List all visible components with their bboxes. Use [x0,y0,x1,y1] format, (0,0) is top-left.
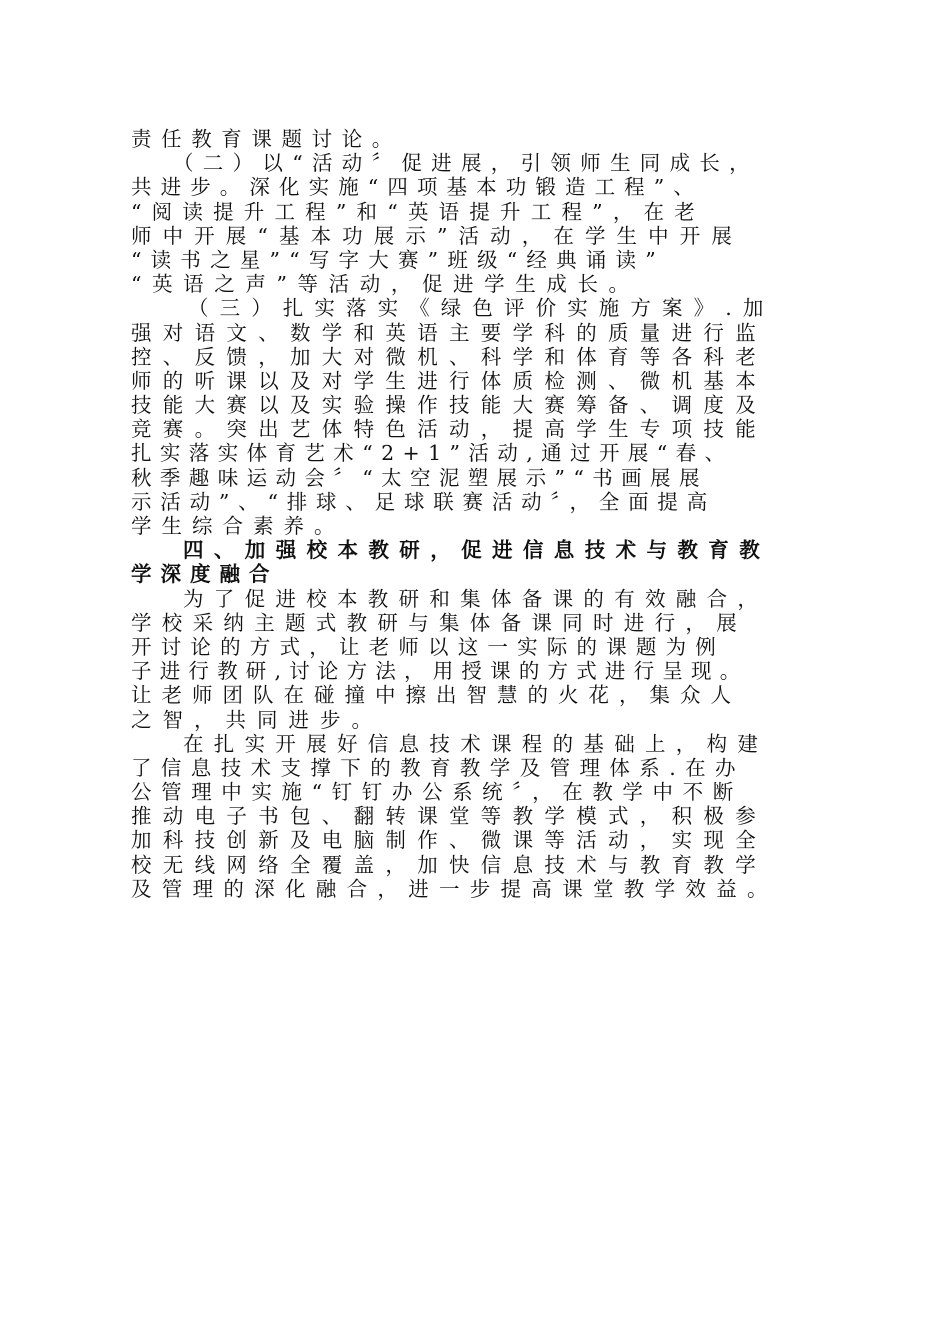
text-line: 秋季趣味运动会〞“太空泥塑展示”“书画展展 [131,465,708,490]
paragraph-heading-3: （三）扎实落实《绿色评价实施方案》.加 [188,296,775,321]
text-line: 之智，共同进步。 [131,707,383,732]
text-line: 公管理中实施“钉钉办公系统〞，在教学中不断 [131,780,743,805]
text-line: 校无线网络全覆盖，加快信息技术与教育教学 [131,852,767,877]
text-line: 及管理的深化融合，进一步提高课堂教学效益。 [131,876,778,901]
text-line: 强对语文、数学和英语主要学科的质量进行监 [131,320,767,345]
text-line: 加科技创新及电脑制作、微课等活动，实现全 [131,828,767,853]
text-line: 技能大赛以及实验操作技能大赛筹备、调度及 [131,393,767,418]
text-line: “读书之星”“写字大赛”班级“经典诵读” [131,247,665,272]
text-line: 竞赛。突出艺体特色活动，提高学生专项技能 [131,417,767,442]
section-heading-continued: 学深度融合 [131,562,279,587]
text-line: 扎实落实体育艺术“2+1”活动,通过开展“春、 [131,441,734,466]
paragraph-heading-2: （二）以“活动〞促进展，引领师生同成长， [173,151,759,176]
text-line: 学校采纳主题式教研与集体备课同时进行，展 [131,610,747,635]
text-line: 责任教育课题讨论。 [131,127,402,151]
text-line: 了信息技术支撑下的教育教学及管理体系.在办 [131,755,745,780]
text-line: “英语之声”等活动，促进学生成长。 [131,272,640,297]
body-text [131,127,831,901]
text-line: 控、反馈，加大对微机、科学和体育等各科老 [131,344,767,369]
text-line: 推动电子书包、翻转课堂等教学模式，积极参 [131,804,767,829]
text-line: 开讨论的方式，让老师以这一实际的课题为例 [131,634,725,659]
text-line: “阅读提升工程”和“英语提升工程”，在老 [131,199,705,224]
text-line: 共进步。深化实施“四项基本功锻造工程”、 [131,175,703,200]
paragraph-start: 在扎实开展好信息技术课程的基础上，构建 [183,731,769,756]
text-line: 学生综合素养。 [131,514,345,538]
paragraph-start: 为了促进校本教研和集体备课的有效融合， [183,586,769,611]
section-heading: 四、加强校本教研，促进信息技术与教育教 [183,538,771,563]
text-line: 让老师团队在碰撞中擦出智慧的火花，集众人 [131,683,741,708]
text-line: 子进行教研,讨论方法，用授课的方式进行呈现。 [131,659,749,684]
text-line: 师中开展“基本功展示”活动，在学生中开展 [131,223,743,248]
text-line: 师的听课以及对学生进行体质检测、微机基本 [131,368,767,393]
text-line: 示活动”、“排球、足球联赛活动〞，全面提高 [131,489,717,514]
